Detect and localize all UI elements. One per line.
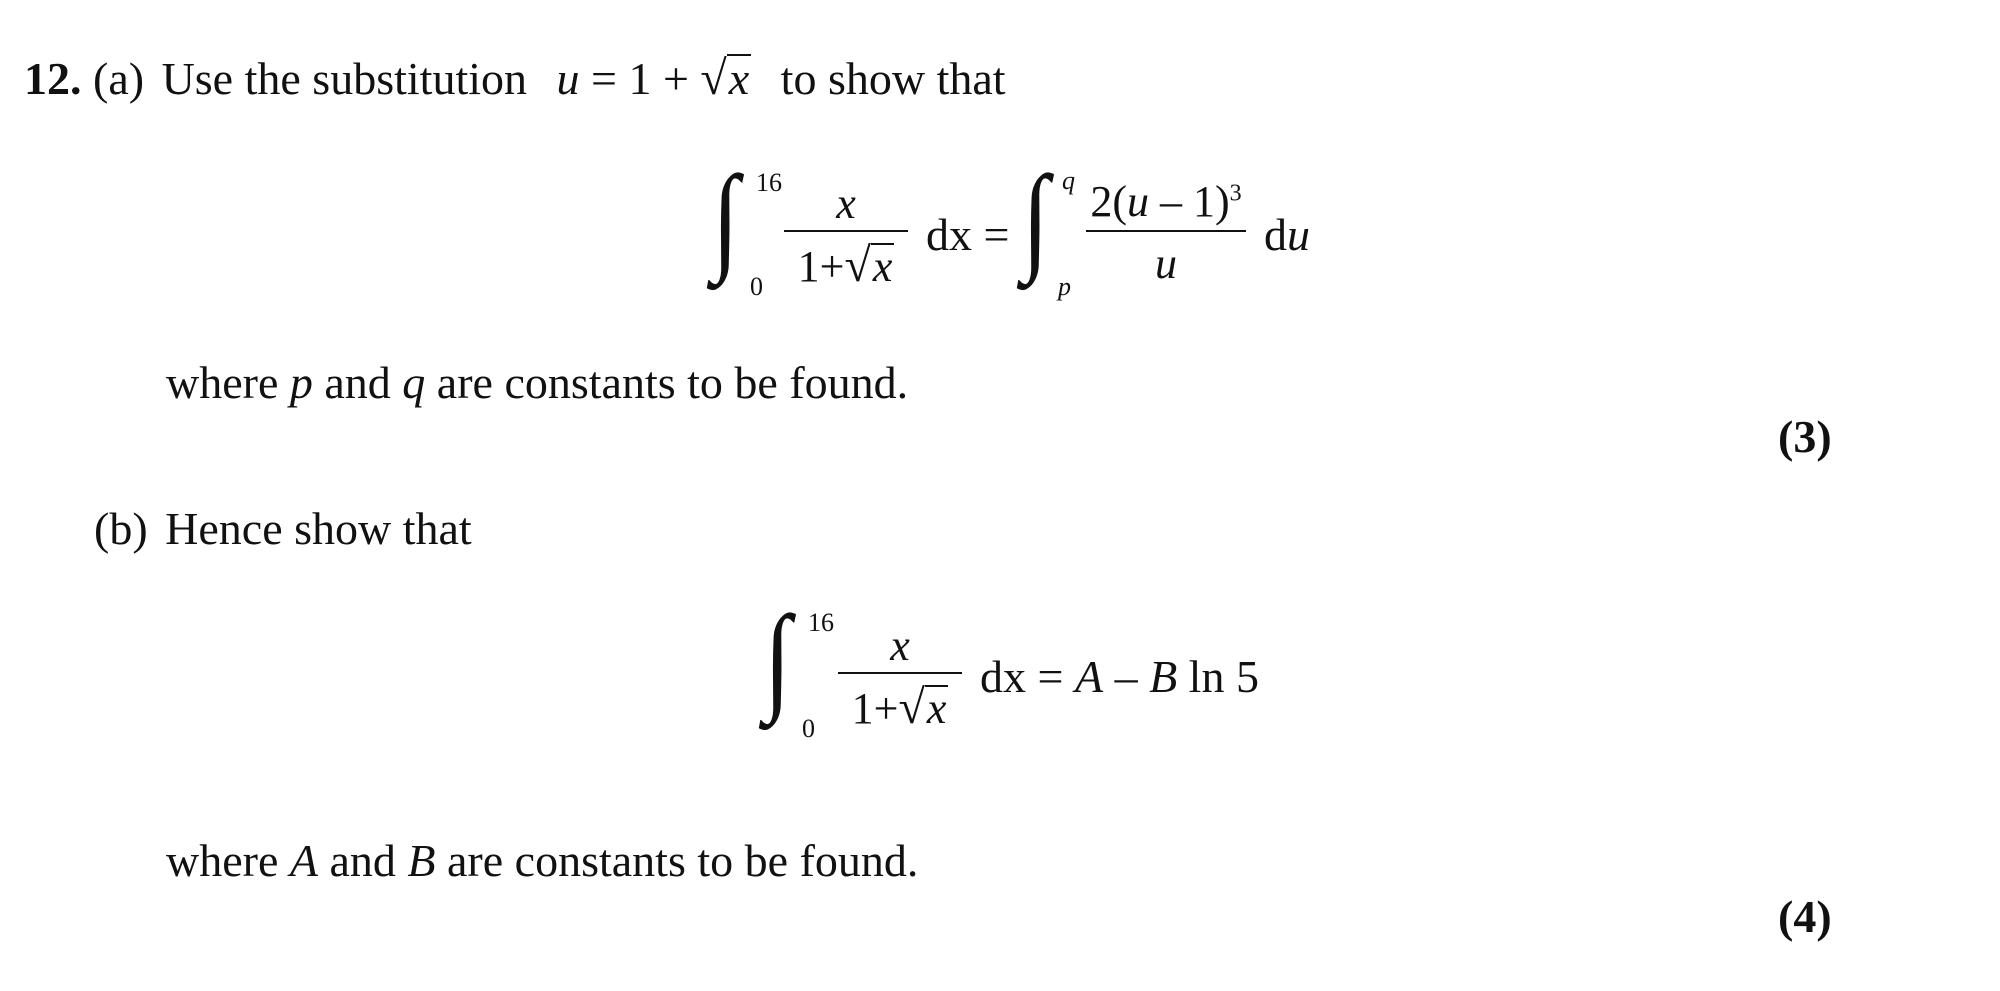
b-rhs: dx = A – B ln 5 [980,651,1259,702]
lhs-fraction-bar [784,230,908,232]
rhs-fraction [1086,176,1246,286]
integral-upper-limit: q [1062,166,1075,195]
part-a-intro: Use the substitution [161,53,528,104]
lhs-denominator: 1+√x [797,239,893,292]
rhs-du: du [1264,209,1310,260]
substitution-equals: = 1 + [591,53,689,104]
rhs-fraction-bar [1086,230,1246,232]
integral-lower-limit: p [1058,272,1071,301]
lhs-fraction [784,178,908,292]
question-heading-a [24,54,1006,103]
part-a-label: (a) [93,53,145,104]
integral-sign: ∫ [712,151,739,284]
b-fraction [838,620,962,734]
substitution-sqrt: √x [700,52,750,105]
integral-lower-limit: 0 [750,272,763,301]
part-b-marks: (4) [1778,891,1832,942]
rhs-denominator: u [1155,239,1177,288]
part-a-marks: (3) [1778,411,1832,462]
rhs-numerator: 2(u – 1)$^3$ [1090,177,1242,226]
lhs-numerator: x [836,179,856,228]
b-fraction-bar [838,672,962,674]
part-b-where-line: where A and B are constants to be found. [166,835,919,886]
b-denominator: 1+√x [851,681,947,734]
part-b-label: (b) [94,503,148,554]
b-numerator: x [890,621,910,670]
part-b-intro: Hence show that [165,503,472,554]
question-heading-b [94,503,472,554]
integral-sign: ∫ [764,591,791,724]
substitution-u: u [556,53,580,104]
part-a-where-line: where p and q are constants to be found. [166,357,909,408]
integral-upper-limit: 16 [756,168,782,197]
question-number: 12. [24,53,82,104]
integral-lower-limit: 0 [802,714,815,743]
lhs-dx: dx = [926,209,1010,260]
part-a-intro-tail: to show that [780,53,1006,104]
integral-sign: ∫ [1022,151,1049,284]
integral-upper-limit: 16 [808,608,834,637]
